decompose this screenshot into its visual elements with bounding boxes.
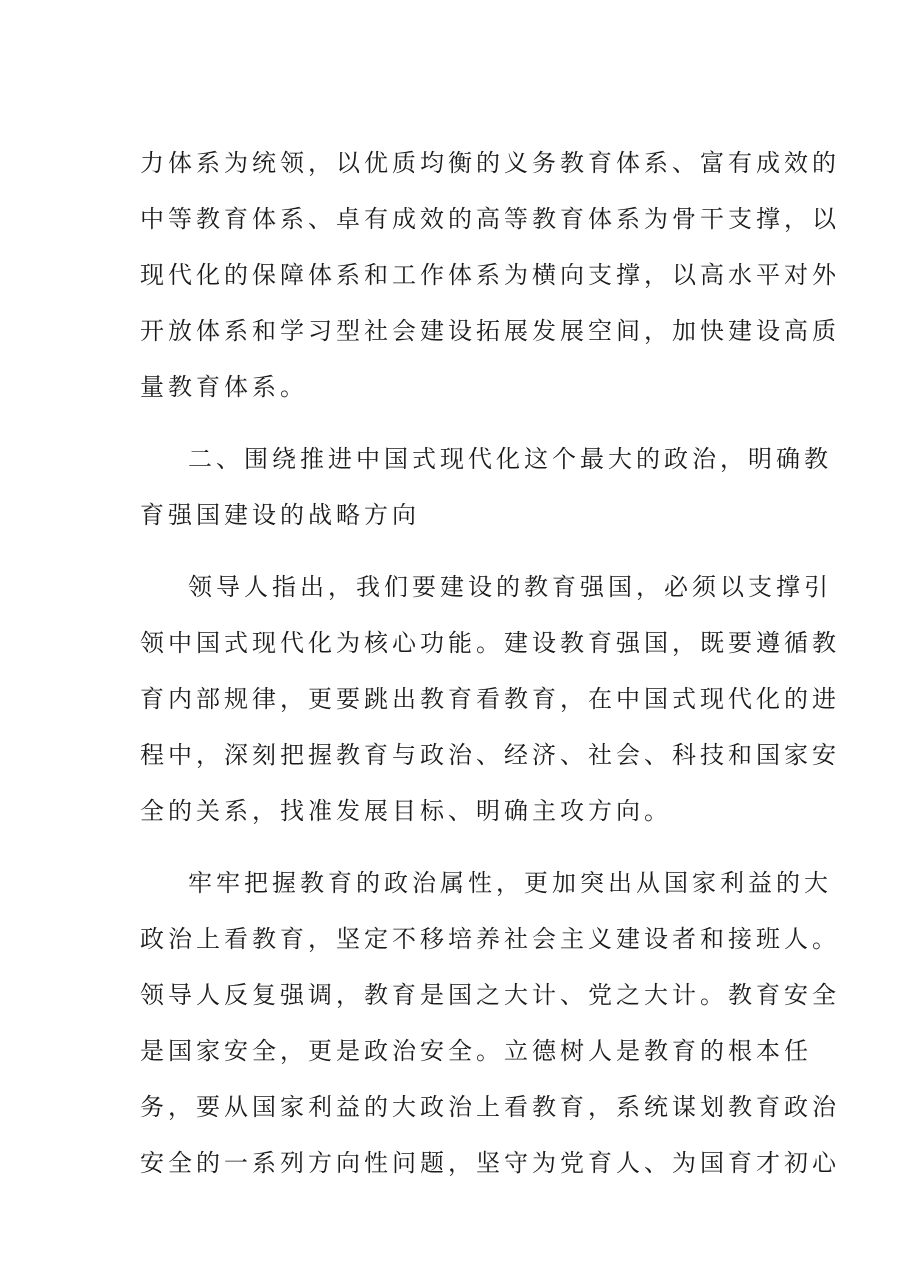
text-line: 现代化的保障体系和工作体系为横向支撑，以高水平对外 [140, 261, 840, 289]
document-body [140, 135, 840, 1191]
paragraph-gap [140, 415, 772, 431]
paragraph-4 [140, 855, 840, 1191]
text-line: 牢牢把握教育的政治属性，更加突出从国家利益的大 [188, 869, 832, 897]
text-line: 领导人反复强调，教育是国之大计、党之大计。教育安全 [140, 981, 840, 1009]
text-line: 务，要从国家利益的大政治上看教育，系统谋划教育政治 [140, 1093, 840, 1121]
paragraph-3 [140, 559, 840, 839]
paragraph-gap [140, 543, 772, 559]
text-line: 安全的一系列方向性问题，坚守为党育人、为国育才初心 [140, 1149, 840, 1177]
paragraph-gap [140, 839, 772, 855]
text-line: 力体系为统领，以优质均衡的义务教育体系、富有成效的 [140, 149, 840, 177]
text-line: 量教育体系。 [140, 373, 308, 401]
heading-line: 育强国建设的战略方向 [140, 501, 420, 529]
text-line: 程中，深刻把握教育与政治、经济、社会、科技和国家安 [140, 741, 840, 769]
heading-line: 二、围绕推进中国式现代化这个最大的政治，明确教 [188, 445, 832, 473]
paragraph-1 [140, 135, 840, 415]
text-line: 育内部规律，更要跳出教育看教育，在中国式现代化的进 [140, 685, 840, 713]
text-line: 领中国式现代化为核心功能。建设教育强国，既要遵循教 [140, 629, 840, 657]
text-line: 领导人指出，我们要建设的教育强国，必须以支撑引 [188, 573, 832, 601]
section-heading [140, 431, 832, 543]
text-line: 政治上看教育，坚定不移培养社会主义建设者和接班人。 [140, 925, 840, 953]
text-line: 开放体系和学习型社会建设拓展发展空间，加快建设高质 [140, 317, 840, 345]
text-line: 是国家安全，更是政治安全。立德树人是教育的根本任 [140, 1037, 812, 1065]
text-line: 全的关系，找准发展目标、明确主攻方向。 [140, 797, 672, 825]
text-line: 中等教育体系、卓有成效的高等教育体系为骨干支撑，以 [140, 205, 840, 233]
